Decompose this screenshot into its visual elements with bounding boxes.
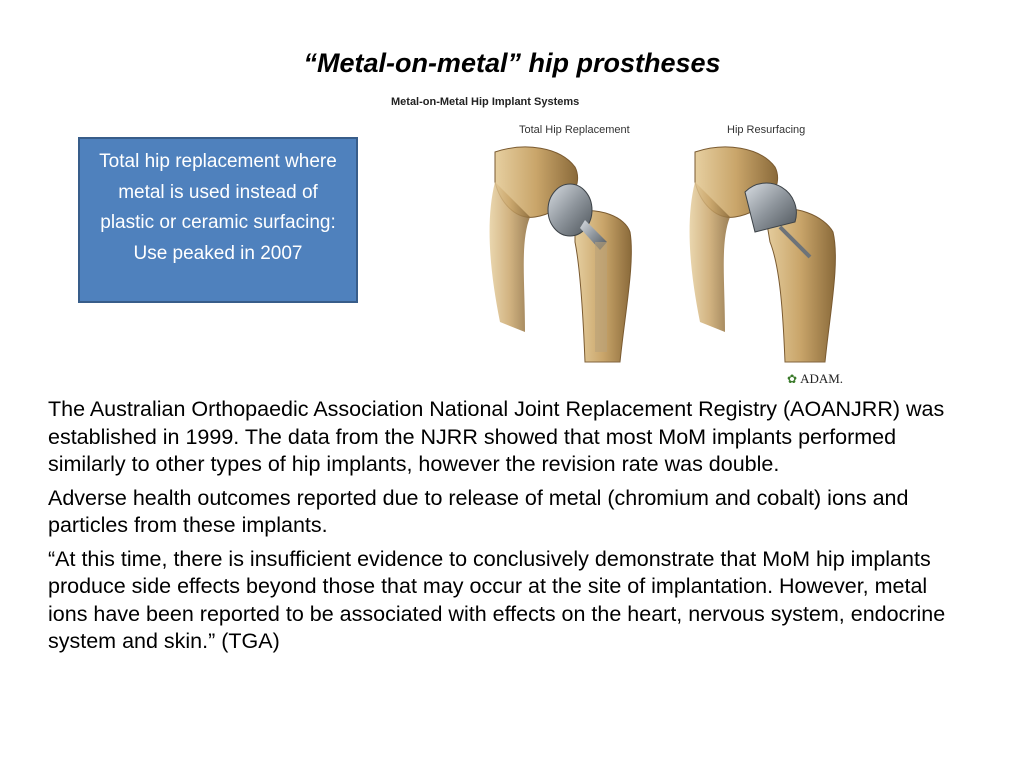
adam-logo	[787, 371, 843, 387]
figure-title: Metal-on-Metal Hip Implant Systems	[391, 96, 580, 108]
hip-resurfacing-drawing	[685, 147, 855, 392]
figure-label-total-hip: Total Hip Replacement	[519, 124, 630, 136]
figure-label-resurfacing: Hip Resurfacing	[727, 124, 806, 136]
leaf-icon: ✿	[787, 371, 798, 386]
paragraph-registry: The Australian Orthopaedic Association National Joint Replacement Registry (AOANJRR) was established in 1999. The data from the NJRR showed that most MoM implants performed similarly to other types of hip implants, however the revision rate was double.	[48, 397, 945, 476]
total-hip-drawing	[485, 147, 645, 392]
paragraph-adverse-outcomes: Adverse health outcomes reported due to release of metal (chromium and cobalt) ions and particles from these implants.	[48, 485, 909, 537]
body-text	[48, 396, 948, 662]
hip-illustration	[385, 92, 875, 392]
hip-implant-figure	[385, 92, 875, 392]
slide-title: “Metal-on-metal” hip prostheses	[303, 48, 721, 78]
adam-logo-text: ADAM.	[800, 371, 844, 386]
paragraph-tga-quote: “At this time, there is insufficient evidence to conclusively demonstrate that MoM hip implants produce side effects beyond those that may occur at the site of implantation. However, metal ions have been reported to be associated with effects on the heart, nervous system, endocrine system and skin.” (TGA)	[48, 546, 946, 653]
callout-box: Total hip replacement where metal is used instead of plastic or ceramic surfacing: Use peaked in 2007	[78, 137, 358, 303]
